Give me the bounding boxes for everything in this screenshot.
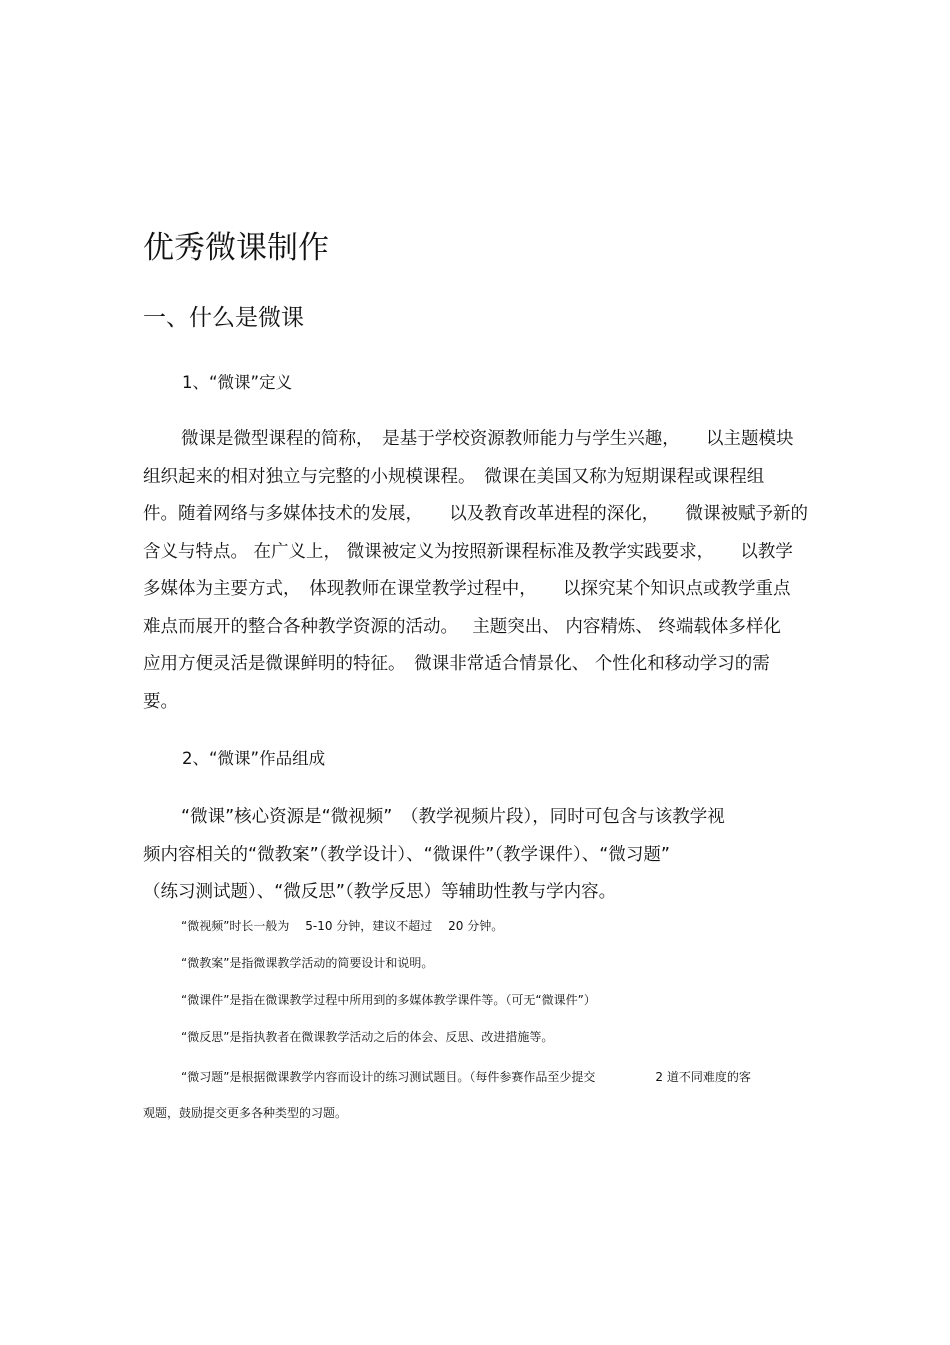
section-heading-what-is-microlesson: 一、什么是微课 [143,305,304,331]
paragraph-line: 组织起来的相对独立与完整的小规模课程。 微课在美国又称为短期课程或课程组 [143,466,765,487]
paragraph-line: 要。 [143,691,178,712]
note-micro-lesson-plan [143,952,813,974]
paragraph-line: 微课是微型课程的简称， 是基于学校资源教师能力与学生兴趣， 以主题模块 [181,429,794,449]
note-line: “微习题”是根据微课教学内容而设计的练习测试题目。（每件参赛作品至少提交 2 道不同难度的客 [181,1070,751,1084]
paragraph-line: 难点而展开的整合各种教学资源的活动。 主题突出、 内容精炼、 终端载体多样化 [143,616,781,637]
note-micro-courseware [143,989,813,1011]
paragraph-line: “微课”核心资源是“微视频” （教学视频片段），同时可包含与该教学视 [181,807,725,827]
paragraph-line: 应用方便灵活是微课鲜明的特征。 微课非常适合情景化、 个性化和移动学习的需 [143,654,770,674]
components-paragraph [143,799,813,912]
note-line: “微视频”时长一般为 5-10 分钟，建议不超过 20 分钟。 [181,919,504,933]
definition-paragraph [143,421,813,721]
paragraph-line: 多媒体为主要方式， 体现教师在课堂教学过程中， 以探究某个知识点或教学重点 [143,579,791,599]
note-line: “微课件”是指在微课教学过程中所用到的多媒体教学课件等。（可无“微课件”） [181,993,596,1007]
subsection-heading-definition: 1、“微课”定义 [182,373,293,392]
note-line: “微反思”是指执教者在微课教学活动之后的体会、反思、改进措施等。 [181,1030,554,1044]
note-line: 观题，鼓励提交更多各种类型的习题。 [143,1106,348,1120]
subsection-heading-components: 2、“微课”作品组成 [182,749,326,768]
note-line: “微教案”是指微课教学活动的简要设计和说明。 [181,956,434,970]
document-title: 优秀微课制作 [143,230,329,266]
note-micro-video [143,915,813,937]
note-micro-exercises [143,1066,813,1124]
paragraph-line: 件。随着网络与多媒体技术的发展， 以及教育改革进程的深化， 微课被赋予新的 [143,504,808,524]
note-micro-reflection [143,1026,813,1048]
paragraph-line: 含义与特点。 在广义上， 微课被定义为按照新课程标准及教学实践要求， 以教学 [143,541,793,562]
paragraph-line: （练习测试题）、“微反思”（教学反思）等辅助性教与学内容。 [143,882,617,902]
paragraph-line: 频内容相关的“微教案”（教学设计）、“微课件”（教学课件）、“微习题” [143,844,670,865]
